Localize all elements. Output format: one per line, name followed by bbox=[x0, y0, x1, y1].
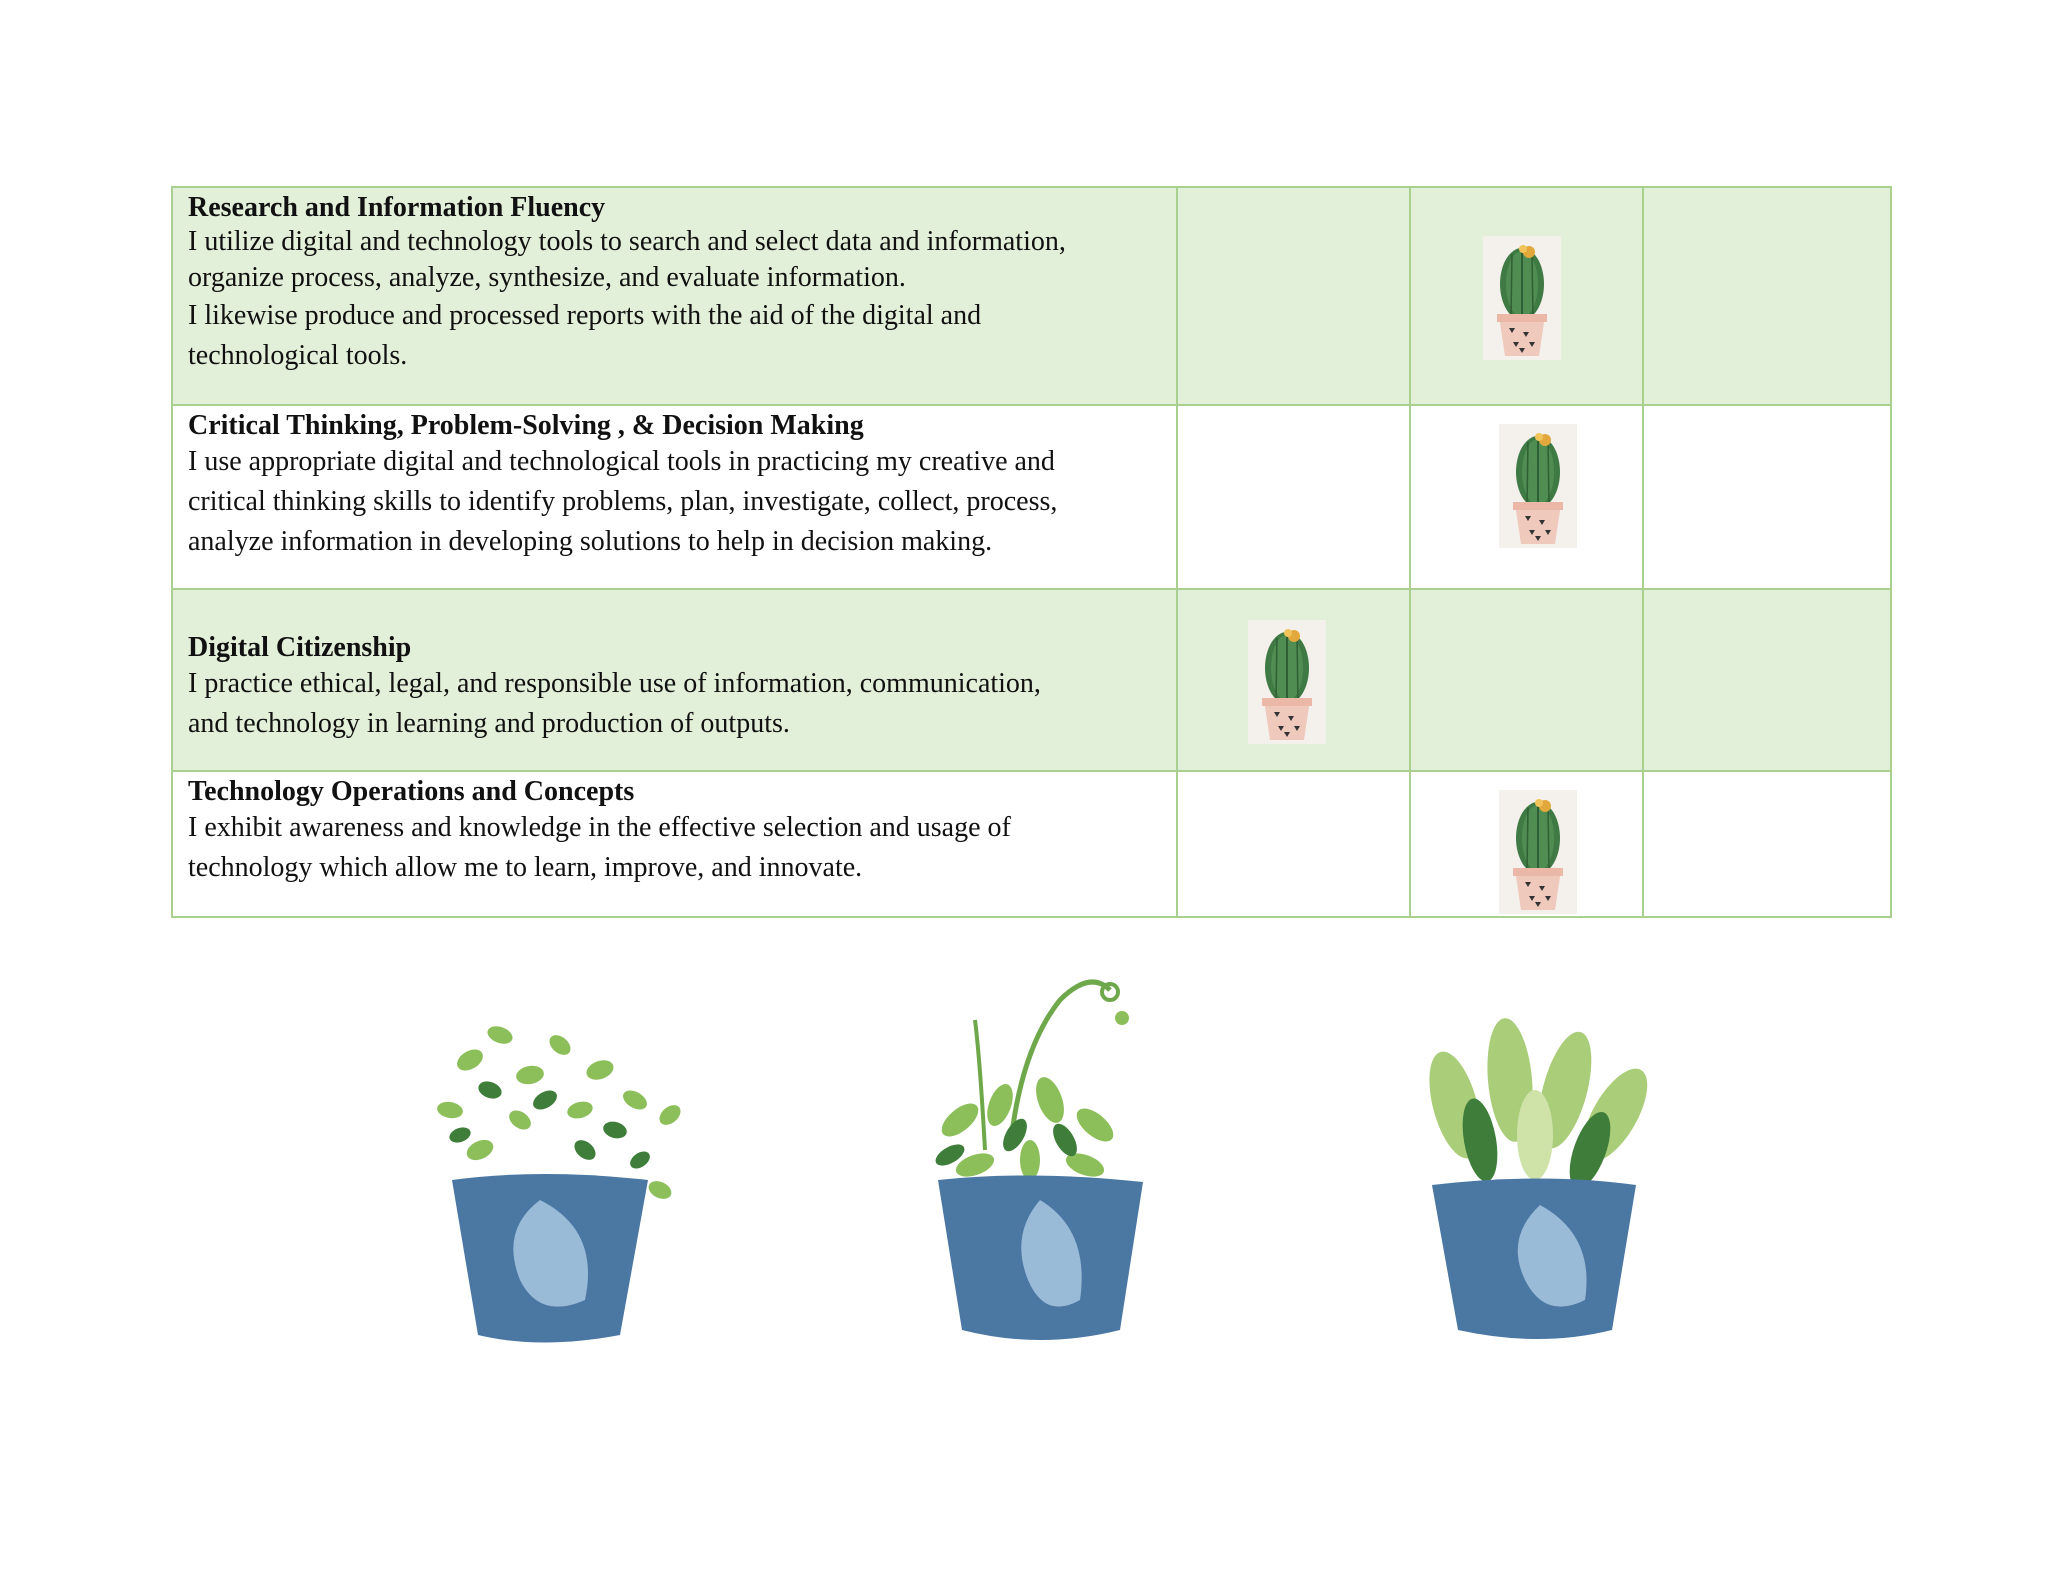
skill-description-line: I practice ethical, legal, and responsible use of information, communication, bbox=[188, 668, 1041, 699]
skill-title: Research and Information Fluency bbox=[188, 192, 606, 223]
skill-title: Critical Thinking, Problem-Solving , & Decision Making bbox=[188, 410, 864, 441]
skill-description-line: critical thinking skills to identify problems, plan, investigate, collect, process, bbox=[188, 486, 1058, 517]
skill-description-line: technological tools. bbox=[188, 340, 408, 371]
skill-description-line: I likewise produce and processed reports with the aid of the digital and bbox=[188, 300, 982, 331]
potted-vine-plant-icon bbox=[932, 982, 1143, 1340]
skill-description-line: and technology in learning and production of outputs. bbox=[188, 708, 790, 739]
skill-description-line: organize process, analyze, synthesize, and evaluate information. bbox=[188, 262, 906, 293]
skill-description-line: I exhibit awareness and knowledge in the effective selection and usage of bbox=[188, 812, 1011, 843]
skill-description-line: technology which allow me to learn, improve, and innovate. bbox=[188, 852, 863, 883]
skill-description-line: I utilize digital and technology tools to search and select data and information, bbox=[188, 226, 1066, 257]
skill-title: Digital Citizenship bbox=[188, 632, 412, 663]
skill-title: Technology Operations and Concepts bbox=[188, 776, 635, 807]
potted-trailing-plant-icon bbox=[436, 1023, 685, 1342]
skill-description-line: analyze information in developing solutions to help in decision making. bbox=[188, 526, 993, 557]
skill-description-line: I use appropriate digital and technological tools in practicing my creative and bbox=[188, 446, 1055, 477]
potted-succulent-icon bbox=[1420, 1016, 1661, 1339]
